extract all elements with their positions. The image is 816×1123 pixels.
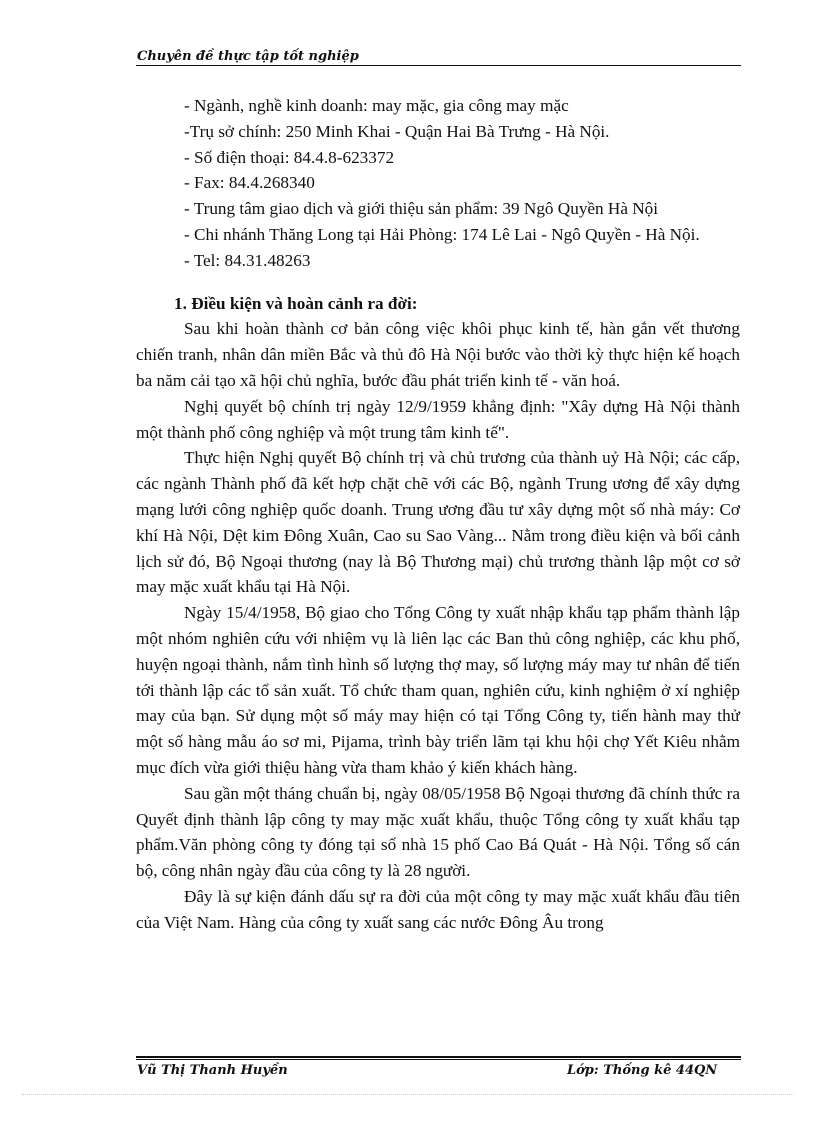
- info-line: - Tel: 84.31.48263: [184, 250, 311, 270]
- info-line: - Trung tâm giao dịch và giới thiệu sản phẩm: 39 Ngô Quyền Hà Nội: [184, 199, 659, 219]
- document-body: [136, 93, 740, 936]
- paragraph: Sau gần một tháng chuẩn bị, ngày 08/05/1958 Bộ Ngoại thương đã chính thức ra Quyết định thành lập công ty may mặc xuất khẩu, thuộc Tổng công ty xuất khẩu tạp phẩm.Văn phòng công ty đóng tại số nhà 15 phố Cao Bá Quát - Hà Nội. Tổng số cán bộ, công nhân ngày đầu của công ty là 28 người.: [136, 783, 740, 881]
- paragraph: Ngày 15/4/1958, Bộ giao cho Tổng Công ty xuất nhập khẩu tạp phẩm thành lập một nhóm nghiên cứu với nhiệm vụ là liên lạc các Ban thủ công nghiệp, các khu phố, huyện ngoại thành, nắm tình hình số lượng thợ may, số lượng máy may tư nhân để tiến tới thành lập các tổ sản xuất. Tổ chức tham quan, nghiên cứu, kinh nghiệm ở xí nghiệp may của bạn. Sử dụng một số máy may hiện có tại Tổng Công ty, tiến hành may thử một số hàng mẫu áo sơ mi, Pijama, trình bày triển lãm tại khu hội chợ Yết Kiêu nhằm mục đích vừa giới thiệu hàng vừa tham khảo ý kiến khách hàng.: [136, 603, 740, 777]
- section-heading: 1. Điều kiện và hoàn cảnh ra đời:: [174, 293, 418, 313]
- paragraph: Đây là sự kiện đánh dấu sự ra đời của một công ty may mặc xuất khẩu đầu tiên của Việt Nam. Hàng của công ty xuất sang các nước Đông Âu trong: [136, 886, 740, 932]
- info-line: - Chi nhánh Thăng Long tại Hải Phòng: 174 Lê Lai - Ngô Quyền - Hà Nội.: [184, 224, 700, 244]
- info-line: - Ngành, nghề kinh doanh: may mặc, gia công may mặc: [184, 96, 569, 115]
- paragraph: Nghị quyết bộ chính trị ngày 12/9/1959 khẳng định: "Xây dựng Hà Nội thành một thành phố công nghiệp và một trung tâm kinh tế".: [136, 396, 740, 442]
- page-header: Chuyên đề thực tập tốt nghiệp: [137, 49, 359, 64]
- footer-author: Vũ Thị Thanh Huyền: [137, 1063, 288, 1078]
- paragraph: Thực hiện Nghị quyết Bộ chính trị và chủ trương của thành uỷ Hà Nội; các cấp, các ngành Thành phố đã kết hợp chặt chẽ với các Bộ, ngành Trung ương để xây dựng mạng lưới công nghiệp quốc doanh. Trung ương đầu tư xây dựng một số nhà máy: Cơ khí Hà Nội, Dệt kim Đông Xuân, Cao su Sao Vàng... Nằm trong điều kiện và bối cảnh lịch sử đó, Bộ Ngoại thương (nay là Bộ Thương mại) chủ trương thành lập một cơ sở may mặc xuất khẩu tại Hà Nội.: [136, 448, 740, 597]
- footer-class: Lớp: Thống kê 44QN: [567, 1063, 718, 1078]
- header-rule: [136, 65, 741, 66]
- info-line: -Trụ sở chính: 250 Minh Khai - Quận Hai Bà Trưng - Hà Nội.: [184, 121, 610, 141]
- footer-rule: [136, 1056, 741, 1058]
- info-line: - Fax: 84.4.268340: [184, 173, 315, 193]
- footer-rule-thin: [136, 1059, 741, 1060]
- page-bottom-dotted-line: [22, 1094, 794, 1096]
- info-line: - Số điện thoại: 84.4.8-623372: [184, 147, 395, 167]
- paragraph: Sau khi hoàn thành cơ bản công việc khôi phục kinh tế, hàn gắn vết thương chiến tranh, nhân dân miền Bắc và thủ đô Hà Nội bước vào thời kỳ thực hiện kế hoạch ba năm cải tạo xã hội chủ nghĩa, bước đầu phát triển kinh tế - văn hoá.: [136, 319, 740, 390]
